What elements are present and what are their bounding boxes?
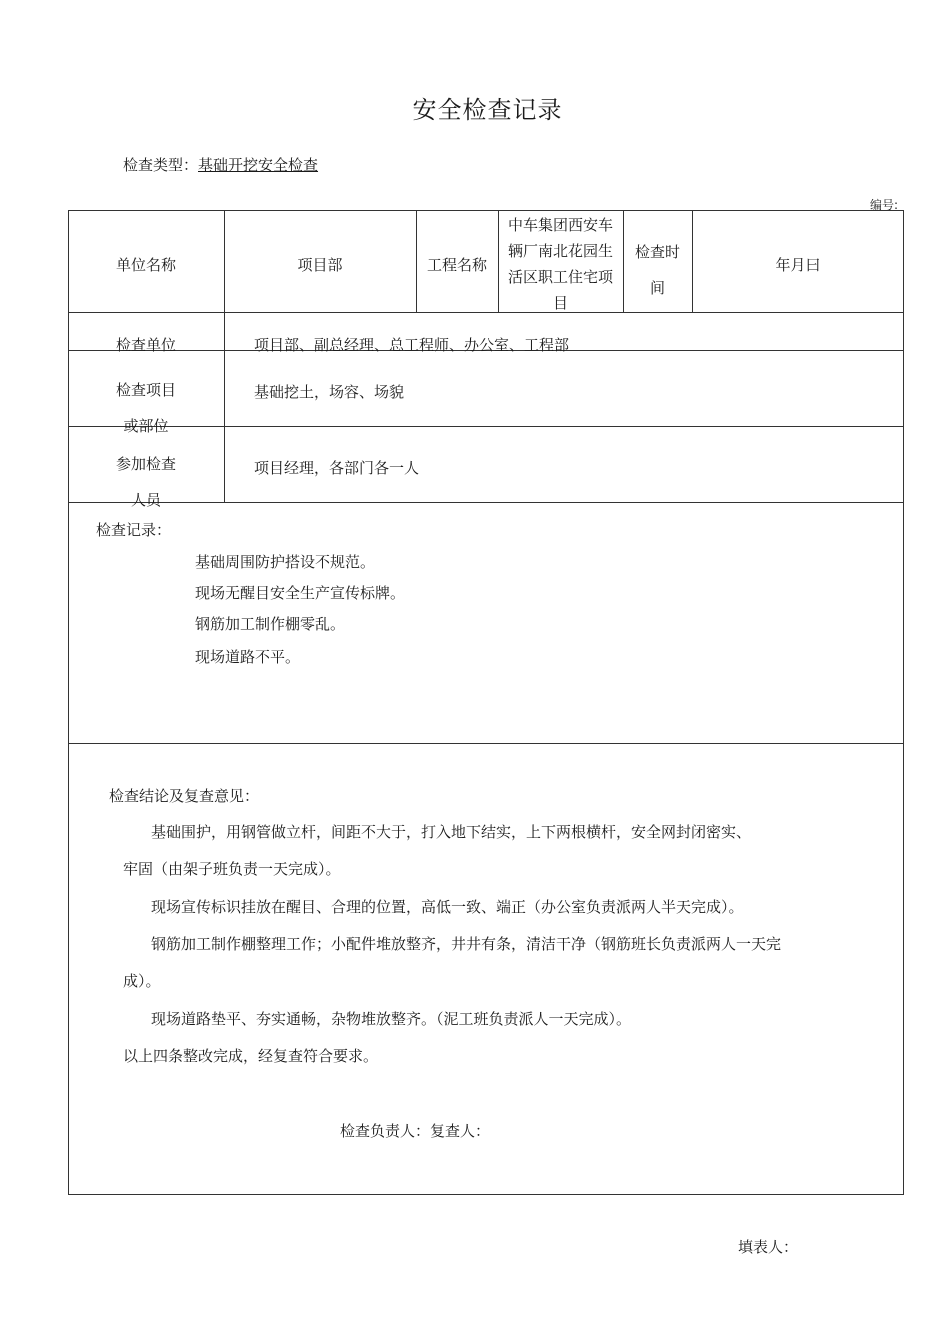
- record-item: 现场道路不平。: [195, 648, 301, 666]
- project-name-line: 目: [552, 294, 568, 312]
- project-name-value: [498, 212, 623, 316]
- check-time-value: 年月曰: [775, 256, 821, 274]
- conclusion-summary: 以上四条整改完成，经复查符合要求。: [123, 1047, 379, 1065]
- record-item: 钢筋加工制作棚零乱。: [195, 615, 346, 633]
- conclusion-para2: 现场宣传标识挂放在醒目、合理的位置，高低一致、端正（办公室负责派两人半天完成）。: [151, 898, 744, 916]
- participants-label: [68, 446, 224, 518]
- check-time-label-line: 间: [649, 279, 665, 297]
- signatures-line: 检查负责人：复查人：: [340, 1122, 491, 1140]
- unit-name-value: 项目部: [297, 256, 343, 274]
- check-item-label: [68, 372, 224, 444]
- project-name-line: 活区职工住宅项: [507, 268, 613, 286]
- conclusion-label: 检查结论及复查意见：: [109, 787, 260, 805]
- conclusion-para1-line1: 基础围护，用钢管做立杆，间距不大于，打入地下结实，上下两根横杆，安全网封闭密实、: [151, 823, 752, 841]
- check-time-label-line: 检查时: [634, 243, 680, 261]
- number-label: 编号:: [870, 198, 899, 212]
- check-item-value: 基础挖土，场容、场貌: [254, 383, 405, 401]
- record-label: 检查记录：: [96, 521, 172, 539]
- project-name-line: 中车集团西安车: [507, 216, 613, 234]
- check-time-label: [623, 234, 692, 306]
- project-name-line: 辆厂南北花园生: [507, 242, 613, 260]
- page-title: 安全检查记录: [412, 96, 563, 124]
- check-item-label-line: 或部位: [123, 417, 169, 435]
- row-divider: [68, 312, 904, 313]
- inspection-type-value: 基础开挖安全检查: [198, 156, 319, 174]
- record-item: 现场无醒目安全生产宣传标牌。: [195, 584, 406, 602]
- conclusion-para4: 现场道路垫平、夯实通畅，杂物堆放整齐。（泥工班负责派人一天完成）。: [151, 1010, 632, 1028]
- project-name-label: 工程名称: [426, 256, 487, 274]
- inspection-type: [123, 154, 318, 175]
- participants-label-line: 参加检查: [115, 455, 176, 473]
- check-unit-value: 项目部、副总经理、总工程师、办公室、工程部: [254, 336, 570, 354]
- check-item-label-line: 检查项目: [115, 381, 176, 399]
- inspection-type-label: 检查类型：: [123, 156, 199, 174]
- unit-name-label: 单位名称: [115, 256, 176, 274]
- record-item: 基础周围防护搭设不规范。: [195, 553, 376, 571]
- conclusion-para3-line1: 钢筋加工制作棚整理工作；小配件堆放整齐，井井有条，清洁干净（钢筋班长负责派两人一天完: [151, 935, 782, 953]
- check-unit-label: 检查单位: [115, 336, 176, 354]
- row-divider: [68, 743, 904, 744]
- participants-label-line: 人员: [130, 491, 161, 509]
- participants-value: 项目经理，各部门各一人: [254, 459, 420, 477]
- filler-label: 填表人：: [738, 1238, 799, 1256]
- conclusion-para3-line2: 成）。: [123, 972, 161, 990]
- conclusion-para1-line2: 牢固（由架子班负责一天完成）。: [123, 860, 341, 878]
